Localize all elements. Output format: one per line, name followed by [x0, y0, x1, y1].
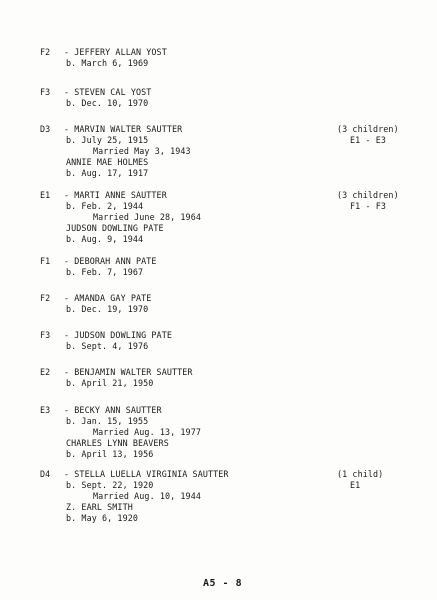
- spouse-birth: b. Aug. 17, 1917: [66, 168, 149, 178]
- spouse-birth: b. April 13, 1956: [66, 449, 154, 459]
- entry-birth: b. April 21, 1950: [66, 378, 154, 388]
- entry-name: - AMANDA GAY PATE: [64, 293, 152, 303]
- entry-code: F3: [40, 330, 51, 340]
- entry-birth: b. Dec. 19, 1970: [66, 304, 149, 314]
- entry-marriage: Married Aug. 10, 1944: [93, 491, 201, 501]
- spouse-birth: b. Aug. 9, 1944: [66, 234, 144, 244]
- entry-code: F2: [40, 293, 51, 303]
- entry-birth: b. March 6, 1969: [66, 58, 149, 68]
- entry-code: D4: [40, 469, 51, 479]
- entry-birth: b. Feb. 2, 1944: [66, 201, 144, 211]
- entry-code: E3: [40, 405, 51, 415]
- entry-name: - STELLA LUELLA VIRGINIA SAUTTER: [64, 469, 229, 479]
- entry-birth: b. Feb. 7, 1967: [66, 267, 144, 277]
- entry-marriage: Married Aug. 13, 1977: [93, 427, 201, 437]
- entry-name: - STEVEN CAL YOST: [64, 87, 152, 97]
- entry-name: - MARTI ANNE SAUTTER: [64, 190, 167, 200]
- children-count: (3 children): [337, 190, 399, 200]
- entry-name: - DEBORAH ANN PATE: [64, 256, 157, 266]
- children-count: (3 children): [337, 124, 399, 134]
- entry-name: - JEFFERY ALLAN YOST: [64, 47, 167, 57]
- children-range: E1 - E3: [350, 135, 386, 145]
- children-count: (1 child): [337, 469, 384, 479]
- entry-code: F1: [40, 256, 51, 266]
- entry-birth: b. Dec. 10, 1970: [66, 98, 149, 108]
- spouse-birth: b. May 6, 1920: [66, 513, 138, 523]
- spouse-name: Z. EARL SMITH: [66, 502, 133, 512]
- entry-birth: b. Sept. 22, 1920: [66, 480, 154, 490]
- entry-name: - BENJAMIN WALTER SAUTTER: [64, 367, 193, 377]
- entry-name: - JUDSON DOWLING PATE: [64, 330, 172, 340]
- page-number: A5 - 8: [203, 578, 243, 589]
- entry-birth: b. Sept. 4, 1976: [66, 341, 149, 351]
- children-range: F1 - F3: [350, 201, 386, 211]
- entry-code: D3: [40, 124, 51, 134]
- entry-name: - BECKY ANN SAUTTER: [64, 405, 162, 415]
- entry-name: - MARVIN WALTER SAUTTER: [64, 124, 183, 134]
- entry-code: F3: [40, 87, 51, 97]
- entry-marriage: Married June 28, 1964: [93, 212, 201, 222]
- children-range: E1: [350, 480, 361, 490]
- spouse-name: ANNIE MAE HOLMES: [66, 157, 149, 167]
- spouse-name: CHARLES LYNN BEAVERS: [66, 438, 169, 448]
- entry-birth: b. July 25, 1915: [66, 135, 149, 145]
- entry-code: E1: [40, 190, 51, 200]
- entry-code: E2: [40, 367, 51, 377]
- entry-birth: b. Jan. 15, 1955: [66, 416, 149, 426]
- spouse-name: JUDSON DOWLING PATE: [66, 223, 164, 233]
- entry-code: F2: [40, 47, 51, 57]
- entry-marriage: Married May 3, 1943: [93, 146, 191, 156]
